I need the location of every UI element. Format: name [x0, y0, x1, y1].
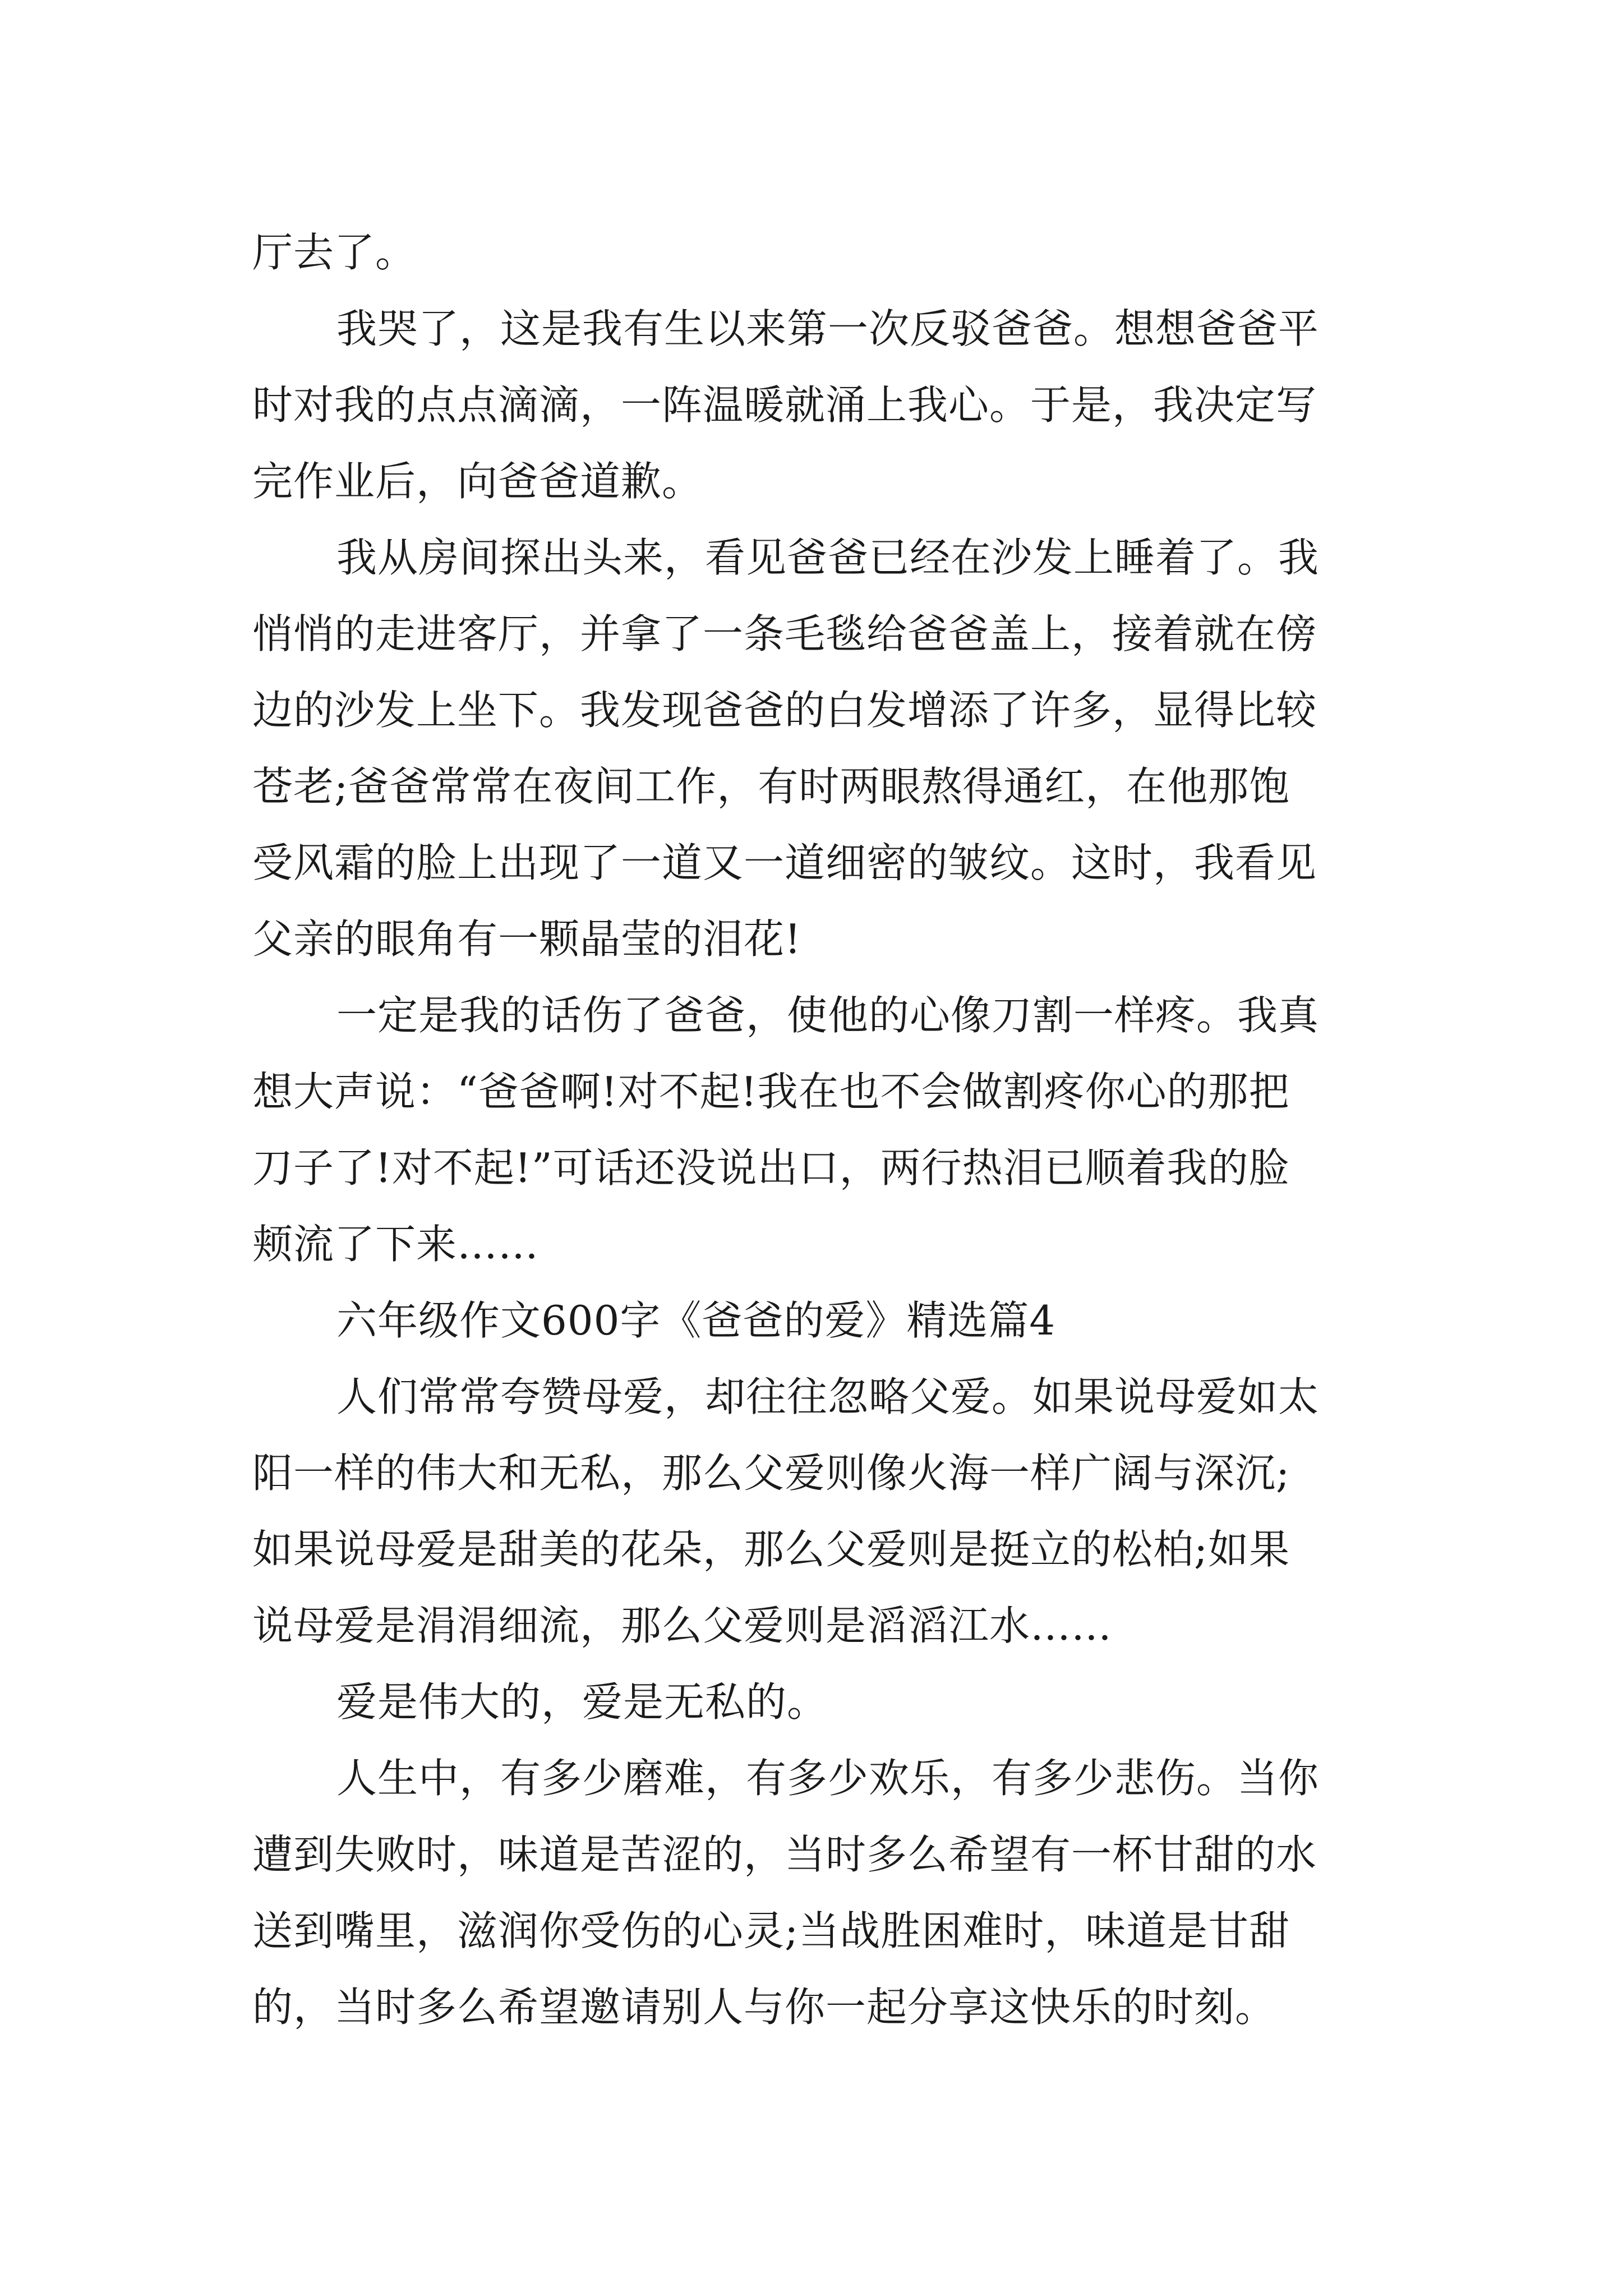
line-text: 想大声说：“爸爸啊!对不起!我在也不会做割疼你心的那把 — [252, 1068, 1290, 1115]
line-text: 送到嘴里，滋润你受伤的心灵;当战胜困难时，味道是甘甜 — [252, 1907, 1290, 1954]
line-text: 的，当时多么希望邀请别人与你一起分享这快乐的时刻。 — [252, 1984, 1276, 2031]
text-line — [0, 753, 1623, 820]
line-text: 父亲的眼角有一颗晶莹的泪花! — [252, 915, 801, 963]
line-text: 边的沙发上坐下。我发现爸爸的白发增添了许多，显得比较 — [252, 687, 1317, 734]
line-text: 我从房间探出头来，看见爸爸已经在沙发上睡着了。我 — [336, 534, 1320, 581]
text-line — [0, 1211, 1623, 1278]
line-text: 厅去了。 — [252, 229, 417, 276]
line-text: 遭到失败时，味道是苦涩的，当时多么希望有一杯甘甜的水 — [252, 1831, 1317, 1878]
line-text: 刀子了!对不起!”可话还没说出口，两行热泪已顺着我的脸 — [252, 1144, 1290, 1191]
text-line — [0, 1363, 1623, 1430]
text-line — [0, 295, 1623, 362]
text-line — [0, 448, 1623, 515]
line-text: 阳一样的伟大和无私，那么父爱则像火海一样广阔与深沉; — [252, 1450, 1290, 1497]
text-line — [0, 829, 1623, 896]
section-heading — [0, 1287, 1623, 1354]
text-line — [0, 905, 1623, 973]
text-line — [0, 600, 1623, 668]
text-line — [0, 982, 1623, 1049]
line-text: 颊流了下来…… — [252, 1221, 540, 1268]
text-line — [0, 1058, 1623, 1125]
text-line — [0, 1439, 1623, 1507]
text-line — [0, 1668, 1623, 1736]
text-line — [0, 1592, 1623, 1659]
line-text: 受风霜的脸上出现了一道又一道细密的皱纹。这时，我看见 — [252, 839, 1317, 886]
text-line — [0, 1897, 1623, 1964]
heading-text: 六年级作文600字《爸爸的爱》精选篇4 — [336, 1297, 1056, 1344]
line-text: 完作业后，向爸爸道歉。 — [252, 458, 703, 505]
line-text: 如果说母爱是甜美的花朵，那么父爱则是挺立的松柏;如果 — [252, 1526, 1290, 1573]
line-text: 说母爱是涓涓细流，那么父爱则是滔滔江水…… — [252, 1602, 1113, 1649]
line-text: 我哭了，这是我有生以来第一次反驳爸爸。想想爸爸平 — [336, 305, 1320, 352]
text-line — [0, 1516, 1623, 1583]
text-line — [0, 371, 1623, 439]
line-text: 悄悄的走进客厅，并拿了一条毛毯给爸爸盖上，接着就在傍 — [252, 610, 1317, 657]
line-text: 人们常常夸赞母爱，却往往忽略父爱。如果说母爱如太 — [336, 1373, 1320, 1420]
text-line — [0, 1134, 1623, 1202]
line-text: 人生中，有多少磨难，有多少欢乐，有多少悲伤。当你 — [336, 1755, 1320, 1802]
text-line — [0, 1745, 1623, 1812]
text-line — [0, 524, 1623, 591]
text-line — [0, 677, 1623, 744]
line-text: 时对我的点点滴滴，一阵温暖就涌上我心。于是，我决定写 — [252, 381, 1317, 429]
line-text: 爱是伟大的，爱是无私的。 — [336, 1678, 828, 1726]
text-line — [0, 219, 1623, 286]
text-line — [0, 1821, 1623, 1888]
line-text: 一定是我的话伤了爸爸，使他的心像刀割一样疼。我真 — [336, 992, 1320, 1039]
text-line — [0, 1973, 1623, 2041]
line-text: 苍老;爸爸常常在夜间工作，有时两眼熬得通红，在他那饱 — [252, 763, 1290, 810]
